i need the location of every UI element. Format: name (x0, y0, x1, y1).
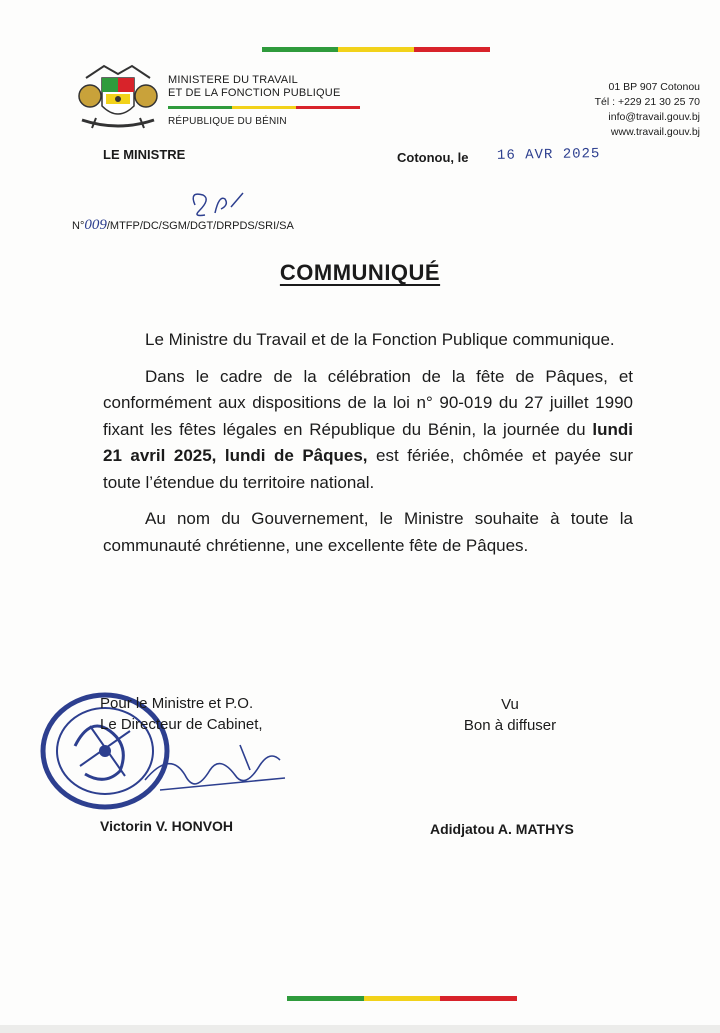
signatory-right-name: Adidjatou A. MATHYS (430, 821, 574, 837)
document-title: COMMUNIQUÉ (279, 260, 441, 285)
signatory-left-title (100, 693, 263, 735)
approval-block (462, 694, 558, 736)
contact-phone: Tél : +229 21 30 25 70 (594, 96, 700, 108)
flag-stripe-top (262, 47, 490, 52)
date-stamp: 16 AVR 2025 (496, 146, 601, 164)
ministry-name (168, 74, 340, 100)
contact-address: 01 BP 907 Cotonou (608, 81, 700, 93)
sender-title: LE MINISTRE (103, 147, 186, 162)
signatory-left-line-2: Le Directeur de Cabinet, (100, 716, 263, 733)
reference-suffix: /MTFP/DC/SGM/DGT/DRPDS/SRI/SA (106, 220, 294, 232)
communique-body (103, 327, 633, 569)
ministry-line-2: ET DE LA FONCTION PUBLIQUE (168, 87, 341, 99)
page-edge (0, 1025, 720, 1033)
contact-website: www.travail.gouv.bj (610, 126, 700, 138)
reference-number-handwritten: 009 (84, 217, 107, 233)
handwritten-signature (140, 730, 290, 810)
approval-line-1: Vu (501, 696, 519, 713)
paragraph-2-end: est fériée, chômée et payée sur toute l’étendue du territoire national. (103, 446, 634, 492)
benin-coat-of-arms-icon (76, 60, 160, 134)
flag-stripe-header (168, 106, 360, 109)
reference-number (72, 217, 294, 234)
republic-name: RÉPUBLIQUE DU BÉNIN (168, 116, 287, 127)
paragraph-2 (103, 364, 633, 497)
signatory-left-line-1: Pour le Ministre et P.O. (100, 695, 254, 712)
flag-stripe-bottom (287, 996, 517, 1001)
paragraph-2-date: lundi 21 avril 2025, lundi de Pâques, (103, 419, 633, 465)
signatory-left-name: Victorin V. HONVOH (100, 818, 234, 834)
paragraph-3: Au nom du Gouvernement, le Ministre souhaite à toute la communauté chrétienne, une excellente fête de Pâques. (103, 509, 633, 555)
ministry-line-1: MINISTERE DU TRAVAIL (168, 74, 298, 86)
paragraph-2-start: Dans le cadre de la célébration de la fête de Pâques, et conformément aux dispositions de la loi n° 90-019 du 27 juillet 1990 fixant les fêtes légales en République du Bénin, la journée du (103, 366, 633, 439)
place-label: Cotonou, le (397, 150, 469, 165)
contact-email: info@travail.gouv.bj (608, 111, 700, 123)
paragraph-1: Le Ministre du Travail et de la Fonction Publique communique. (145, 330, 615, 349)
reference-prefix: N° (72, 220, 85, 232)
contact-block (595, 80, 700, 140)
approval-line-2: Bon à diffuser (463, 717, 557, 734)
